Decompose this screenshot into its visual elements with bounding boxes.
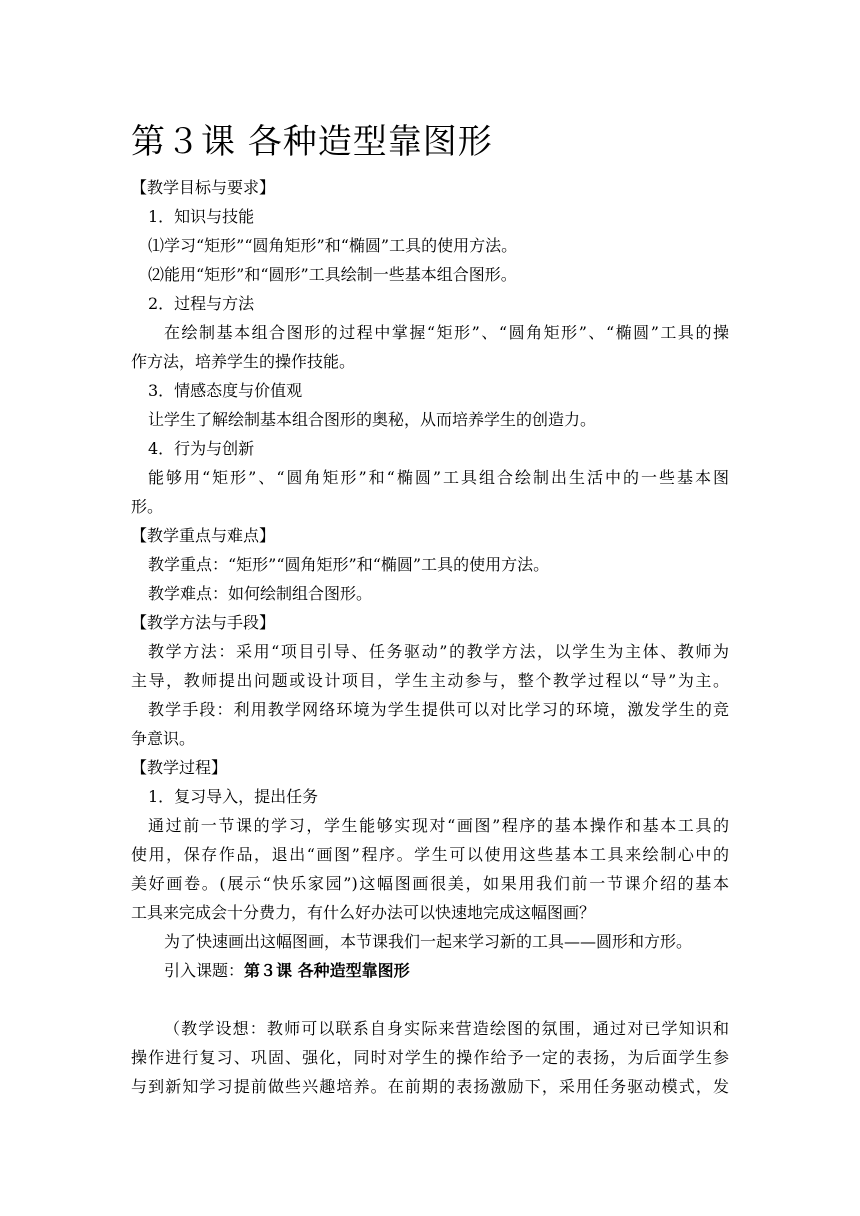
subheading-behavior-innovation: 4．行为与创新: [148, 439, 255, 458]
paragraph-line: 主导，教师提出问题或设计项目，学生主动参与，整个教学过程以“导”为主。: [131, 671, 729, 690]
list-item: ⑵能用“矩形”和“圆形”工具绘制一些基本组合图形。: [148, 265, 517, 284]
subheading-knowledge-skills: 1．知识与技能: [148, 207, 255, 226]
paragraph-line: 教学难点：如何绘制组合图形。: [148, 584, 373, 603]
paragraph-line: 美好画卷。(展示“快乐家园”)这幅图画很美，如果用我们前一节课介绍的基本: [131, 874, 729, 893]
paragraph-line: 使用，保存作品，退出“画图”程序。学生可以使用这些基本工具来绘制心中的: [131, 845, 729, 864]
section-heading-methods: 【教学方法与手段】: [131, 613, 276, 632]
intro-lesson-title: 第３课 各种造型靠图形: [244, 961, 410, 980]
paragraph-line: （教学设想：教师可以联系自身实际来营造绘图的氛围，通过对已学知识和: [164, 1019, 729, 1038]
lesson-intro-line: [164, 961, 410, 981]
paragraph-line: 形。: [131, 497, 164, 516]
paragraph-line: 通过前一节课的学习，学生能够实现对“画图”程序的基本操作和基本工具的: [148, 816, 729, 835]
paragraph-line: 作方法，培养学生的操作技能。: [131, 352, 356, 371]
paragraph-line: 操作进行复习、巩固、强化，同时对学生的操作给予一定的表扬，为后面学生参: [131, 1048, 729, 1067]
paragraph-line: 在绘制基本组合图形的过程中掌握“矩形”、“圆角矩形”、“椭圆”工具的操: [164, 323, 729, 342]
subheading-review-intro: 1．复习导入，提出任务: [148, 787, 319, 806]
paragraph-line: 为了快速画出这幅图画，本节课我们一起来学习新的工具——圆形和方形。: [164, 932, 693, 951]
section-heading-goals: 【教学目标与要求】: [131, 178, 276, 197]
paragraph-line: 让学生了解绘制基本组合图形的奥秘，从而培养学生的创造力。: [148, 410, 597, 429]
paragraph-line: 教学方法：采用“项目引导、任务驱动”的教学方法，以学生为主体、教师为: [148, 642, 729, 661]
paragraph-line: 与到新知学习提前做些兴趣培养。在前期的表扬激励下，采用任务驱动模式，发: [131, 1077, 729, 1096]
intro-label: 引入课题：: [164, 961, 245, 980]
list-item: ⑴学习“矩形”“圆角矩形”和“椭圆”工具的使用方法。: [148, 236, 518, 255]
page-title: 第３课 各种造型靠图形: [131, 122, 493, 162]
subheading-process-method: 2．过程与方法: [148, 294, 255, 313]
paragraph-line: 教学手段：利用教学网络环境为学生提供可以对比学习的环境，激发学生的竞: [148, 700, 729, 719]
subheading-attitude-values: 3．情感态度与价值观: [148, 381, 303, 400]
section-heading-keypoints: 【教学重点与难点】: [131, 526, 276, 545]
paragraph-line: 争意识。: [131, 729, 196, 748]
paragraph-line: 教学重点：“矩形”“圆角矩形”和“椭圆”工具的使用方法。: [148, 555, 550, 574]
paragraph-line: 工具来完成会十分费力，有什么好办法可以快速地完成这幅图画？: [131, 903, 596, 922]
paragraph-line: 能够用“矩形”、“圆角矩形”和“椭圆”工具组合绘制出生活中的一些基本图: [148, 468, 729, 487]
section-heading-process: 【教学过程】: [131, 758, 228, 777]
